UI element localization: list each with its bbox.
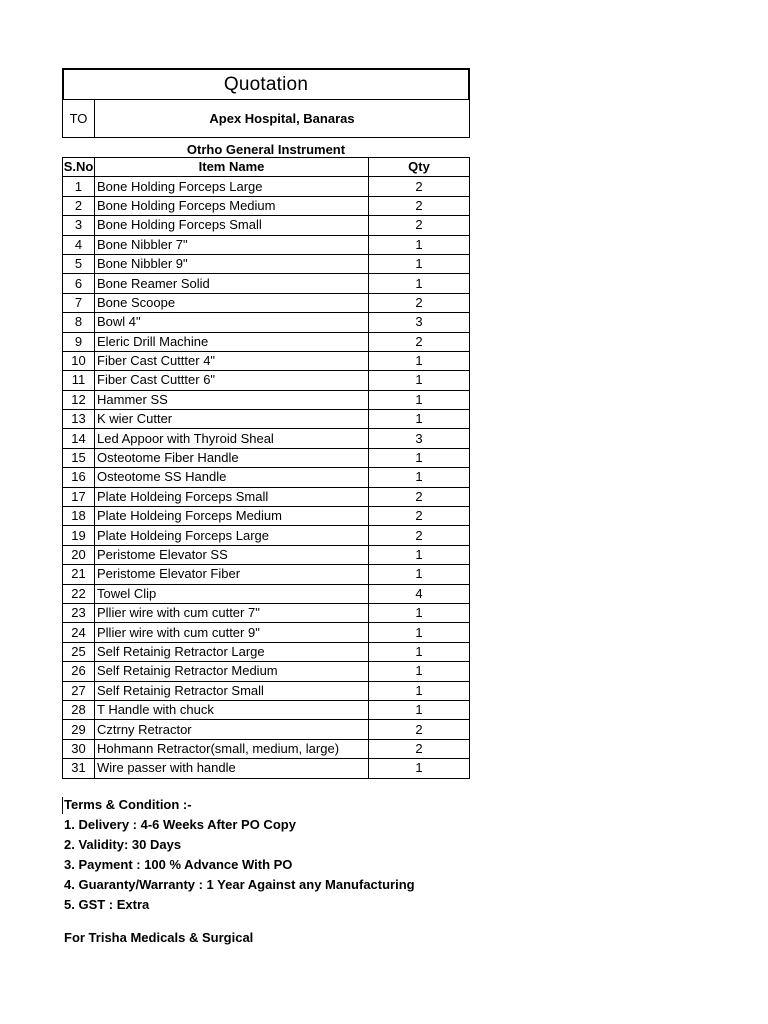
row-sno: 19 xyxy=(63,526,95,545)
table-row xyxy=(63,623,470,642)
row-sno: 29 xyxy=(63,720,95,739)
row-sno: 12 xyxy=(63,390,95,409)
row-sno: 9 xyxy=(63,332,95,351)
row-qty: 1 xyxy=(369,351,470,370)
to-label: TO xyxy=(63,100,95,137)
table-row xyxy=(63,371,470,390)
items-table xyxy=(62,157,470,779)
table-row xyxy=(63,662,470,681)
row-qty: 1 xyxy=(369,371,470,390)
row-item-name: Bone Holding Forceps Small xyxy=(95,216,369,235)
row-item-name: Osteotome SS Handle xyxy=(95,468,369,487)
table-body xyxy=(63,177,470,778)
table-row xyxy=(63,720,470,739)
row-item-name: K wier Cutter xyxy=(95,410,369,429)
row-item-name: Peristome Elevator Fiber xyxy=(95,565,369,584)
row-item-name: Hammer SS xyxy=(95,390,369,409)
row-qty: 1 xyxy=(369,565,470,584)
table-row xyxy=(63,235,470,254)
terms-section xyxy=(64,795,415,915)
row-qty: 1 xyxy=(369,681,470,700)
row-qty: 2 xyxy=(369,177,470,196)
row-sno: 31 xyxy=(63,759,95,778)
row-item-name: Wire passer with handle xyxy=(95,759,369,778)
table-row xyxy=(63,274,470,293)
row-sno: 27 xyxy=(63,681,95,700)
row-qty: 1 xyxy=(369,468,470,487)
row-sno: 24 xyxy=(63,623,95,642)
row-sno: 14 xyxy=(63,429,95,448)
table-row xyxy=(63,332,470,351)
row-sno: 23 xyxy=(63,603,95,622)
row-qty: 1 xyxy=(369,235,470,254)
row-item-name: Cztrny Retractor xyxy=(95,720,369,739)
quotation-title: Quotation xyxy=(62,68,470,100)
row-sno: 10 xyxy=(63,351,95,370)
row-qty: 1 xyxy=(369,410,470,429)
table-row xyxy=(63,584,470,603)
row-sno: 5 xyxy=(63,254,95,273)
row-item-name: Bone Holding Forceps Large xyxy=(95,177,369,196)
row-sno: 18 xyxy=(63,507,95,526)
table-row xyxy=(63,487,470,506)
table-row xyxy=(63,313,470,332)
row-qty: 3 xyxy=(369,313,470,332)
row-sno: 25 xyxy=(63,642,95,661)
row-qty: 1 xyxy=(369,603,470,622)
row-item-name: Towel Clip xyxy=(95,584,369,603)
row-qty: 2 xyxy=(369,526,470,545)
row-qty: 1 xyxy=(369,545,470,564)
row-item-name: Osteotome Fiber Handle xyxy=(95,448,369,467)
row-item-name: Plate Holdeing Forceps Small xyxy=(95,487,369,506)
row-sno: 26 xyxy=(63,662,95,681)
table-header-row xyxy=(63,158,470,177)
row-item-name: Pllier wire with cum cutter 7" xyxy=(95,603,369,622)
table-row xyxy=(63,681,470,700)
row-item-name: Peristome Elevator SS xyxy=(95,545,369,564)
term-warranty: 4. Guaranty/Warranty : 1 Year Against any Manufacturing xyxy=(64,877,415,892)
row-item-name: Pllier wire with cum cutter 9" xyxy=(95,623,369,642)
row-item-name: Fiber Cast Cuttter 4" xyxy=(95,351,369,370)
row-sno: 3 xyxy=(63,216,95,235)
row-sno: 30 xyxy=(63,739,95,758)
header-qty: Qty xyxy=(369,158,470,177)
row-sno: 22 xyxy=(63,584,95,603)
row-sno: 13 xyxy=(63,410,95,429)
row-item-name: Bowl 4" xyxy=(95,313,369,332)
row-item-name: Bone Nibbler 9" xyxy=(95,254,369,273)
row-qty: 2 xyxy=(369,293,470,312)
table-row xyxy=(63,429,470,448)
row-qty: 2 xyxy=(369,196,470,215)
row-sno: 20 xyxy=(63,545,95,564)
row-item-name: Bone Holding Forceps Medium xyxy=(95,196,369,215)
row-item-name: Fiber Cast Cuttter 6" xyxy=(95,371,369,390)
table-row xyxy=(63,759,470,778)
row-item-name: Self Retainig Retractor Medium xyxy=(95,662,369,681)
recipient-name: Apex Hospital, Banaras xyxy=(209,111,355,126)
row-qty: 1 xyxy=(369,700,470,719)
row-qty: 1 xyxy=(369,448,470,467)
table-row xyxy=(63,410,470,429)
row-qty: 1 xyxy=(369,623,470,642)
row-qty: 3 xyxy=(369,429,470,448)
table-row xyxy=(63,565,470,584)
row-sno: 17 xyxy=(63,487,95,506)
row-qty: 2 xyxy=(369,507,470,526)
term-delivery: 1. Delivery : 4-6 Weeks After PO Copy xyxy=(64,817,296,832)
header-item-name: Item Name xyxy=(95,158,369,177)
row-item-name: Bone Reamer Solid xyxy=(95,274,369,293)
table-row xyxy=(63,351,470,370)
table-row xyxy=(63,216,470,235)
table-row xyxy=(63,448,470,467)
row-sno: 6 xyxy=(63,274,95,293)
table-row xyxy=(63,642,470,661)
text-cursor xyxy=(62,797,63,814)
row-qty: 2 xyxy=(369,739,470,758)
row-item-name: Led Appoor with Thyroid Sheal xyxy=(95,429,369,448)
row-sno: 7 xyxy=(63,293,95,312)
row-qty: 1 xyxy=(369,390,470,409)
table-row xyxy=(63,254,470,273)
row-qty: 2 xyxy=(369,487,470,506)
row-qty: 1 xyxy=(369,662,470,681)
table-row xyxy=(63,507,470,526)
table-row xyxy=(63,739,470,758)
term-payment: 3. Payment : 100 % Advance With PO xyxy=(64,857,293,872)
section-title: Otrho General Instrument xyxy=(186,142,346,157)
row-sno: 28 xyxy=(63,700,95,719)
row-qty: 1 xyxy=(369,254,470,273)
row-sno: 4 xyxy=(63,235,95,254)
row-item-name: Bone Scoope xyxy=(95,293,369,312)
table-row xyxy=(63,293,470,312)
row-sno: 16 xyxy=(63,468,95,487)
table-row xyxy=(63,526,470,545)
table-row xyxy=(63,545,470,564)
row-sno: 1 xyxy=(63,177,95,196)
row-item-name: Self Retainig Retractor Small xyxy=(95,681,369,700)
term-gst: 5. GST : Extra xyxy=(64,897,150,912)
terms-heading: Terms & Condition :- xyxy=(64,797,192,812)
row-item-name: Plate Holdeing Forceps Large xyxy=(95,526,369,545)
signature-line: For Trisha Medicals & Surgical xyxy=(64,930,254,945)
row-item-name: Plate Holdeing Forceps Medium xyxy=(95,507,369,526)
recipient-row xyxy=(62,100,470,138)
row-item-name: Eleric Drill Machine xyxy=(95,332,369,351)
row-sno: 11 xyxy=(63,371,95,390)
header-sno: S.No xyxy=(63,158,95,177)
row-item-name: Hohmann Retractor(small, medium, large) xyxy=(95,739,369,758)
row-item-name: Bone Nibbler 7" xyxy=(95,235,369,254)
table-row xyxy=(63,390,470,409)
table-row xyxy=(63,700,470,719)
row-item-name: T Handle with chuck xyxy=(95,700,369,719)
row-sno: 15 xyxy=(63,448,95,467)
row-qty: 4 xyxy=(369,584,470,603)
table-row xyxy=(63,468,470,487)
row-qty: 1 xyxy=(369,759,470,778)
row-qty: 2 xyxy=(369,332,470,351)
term-validity: 2. Validity: 30 Days xyxy=(64,837,182,852)
row-sno: 21 xyxy=(63,565,95,584)
row-qty: 1 xyxy=(369,274,470,293)
table-row xyxy=(63,177,470,196)
row-item-name: Self Retainig Retractor Large xyxy=(95,642,369,661)
quotation-sheet xyxy=(62,68,470,779)
row-qty: 2 xyxy=(369,216,470,235)
table-row xyxy=(63,196,470,215)
row-qty: 1 xyxy=(369,642,470,661)
row-qty: 2 xyxy=(369,720,470,739)
row-sno: 2 xyxy=(63,196,95,215)
row-sno: 8 xyxy=(63,313,95,332)
table-row xyxy=(63,603,470,622)
